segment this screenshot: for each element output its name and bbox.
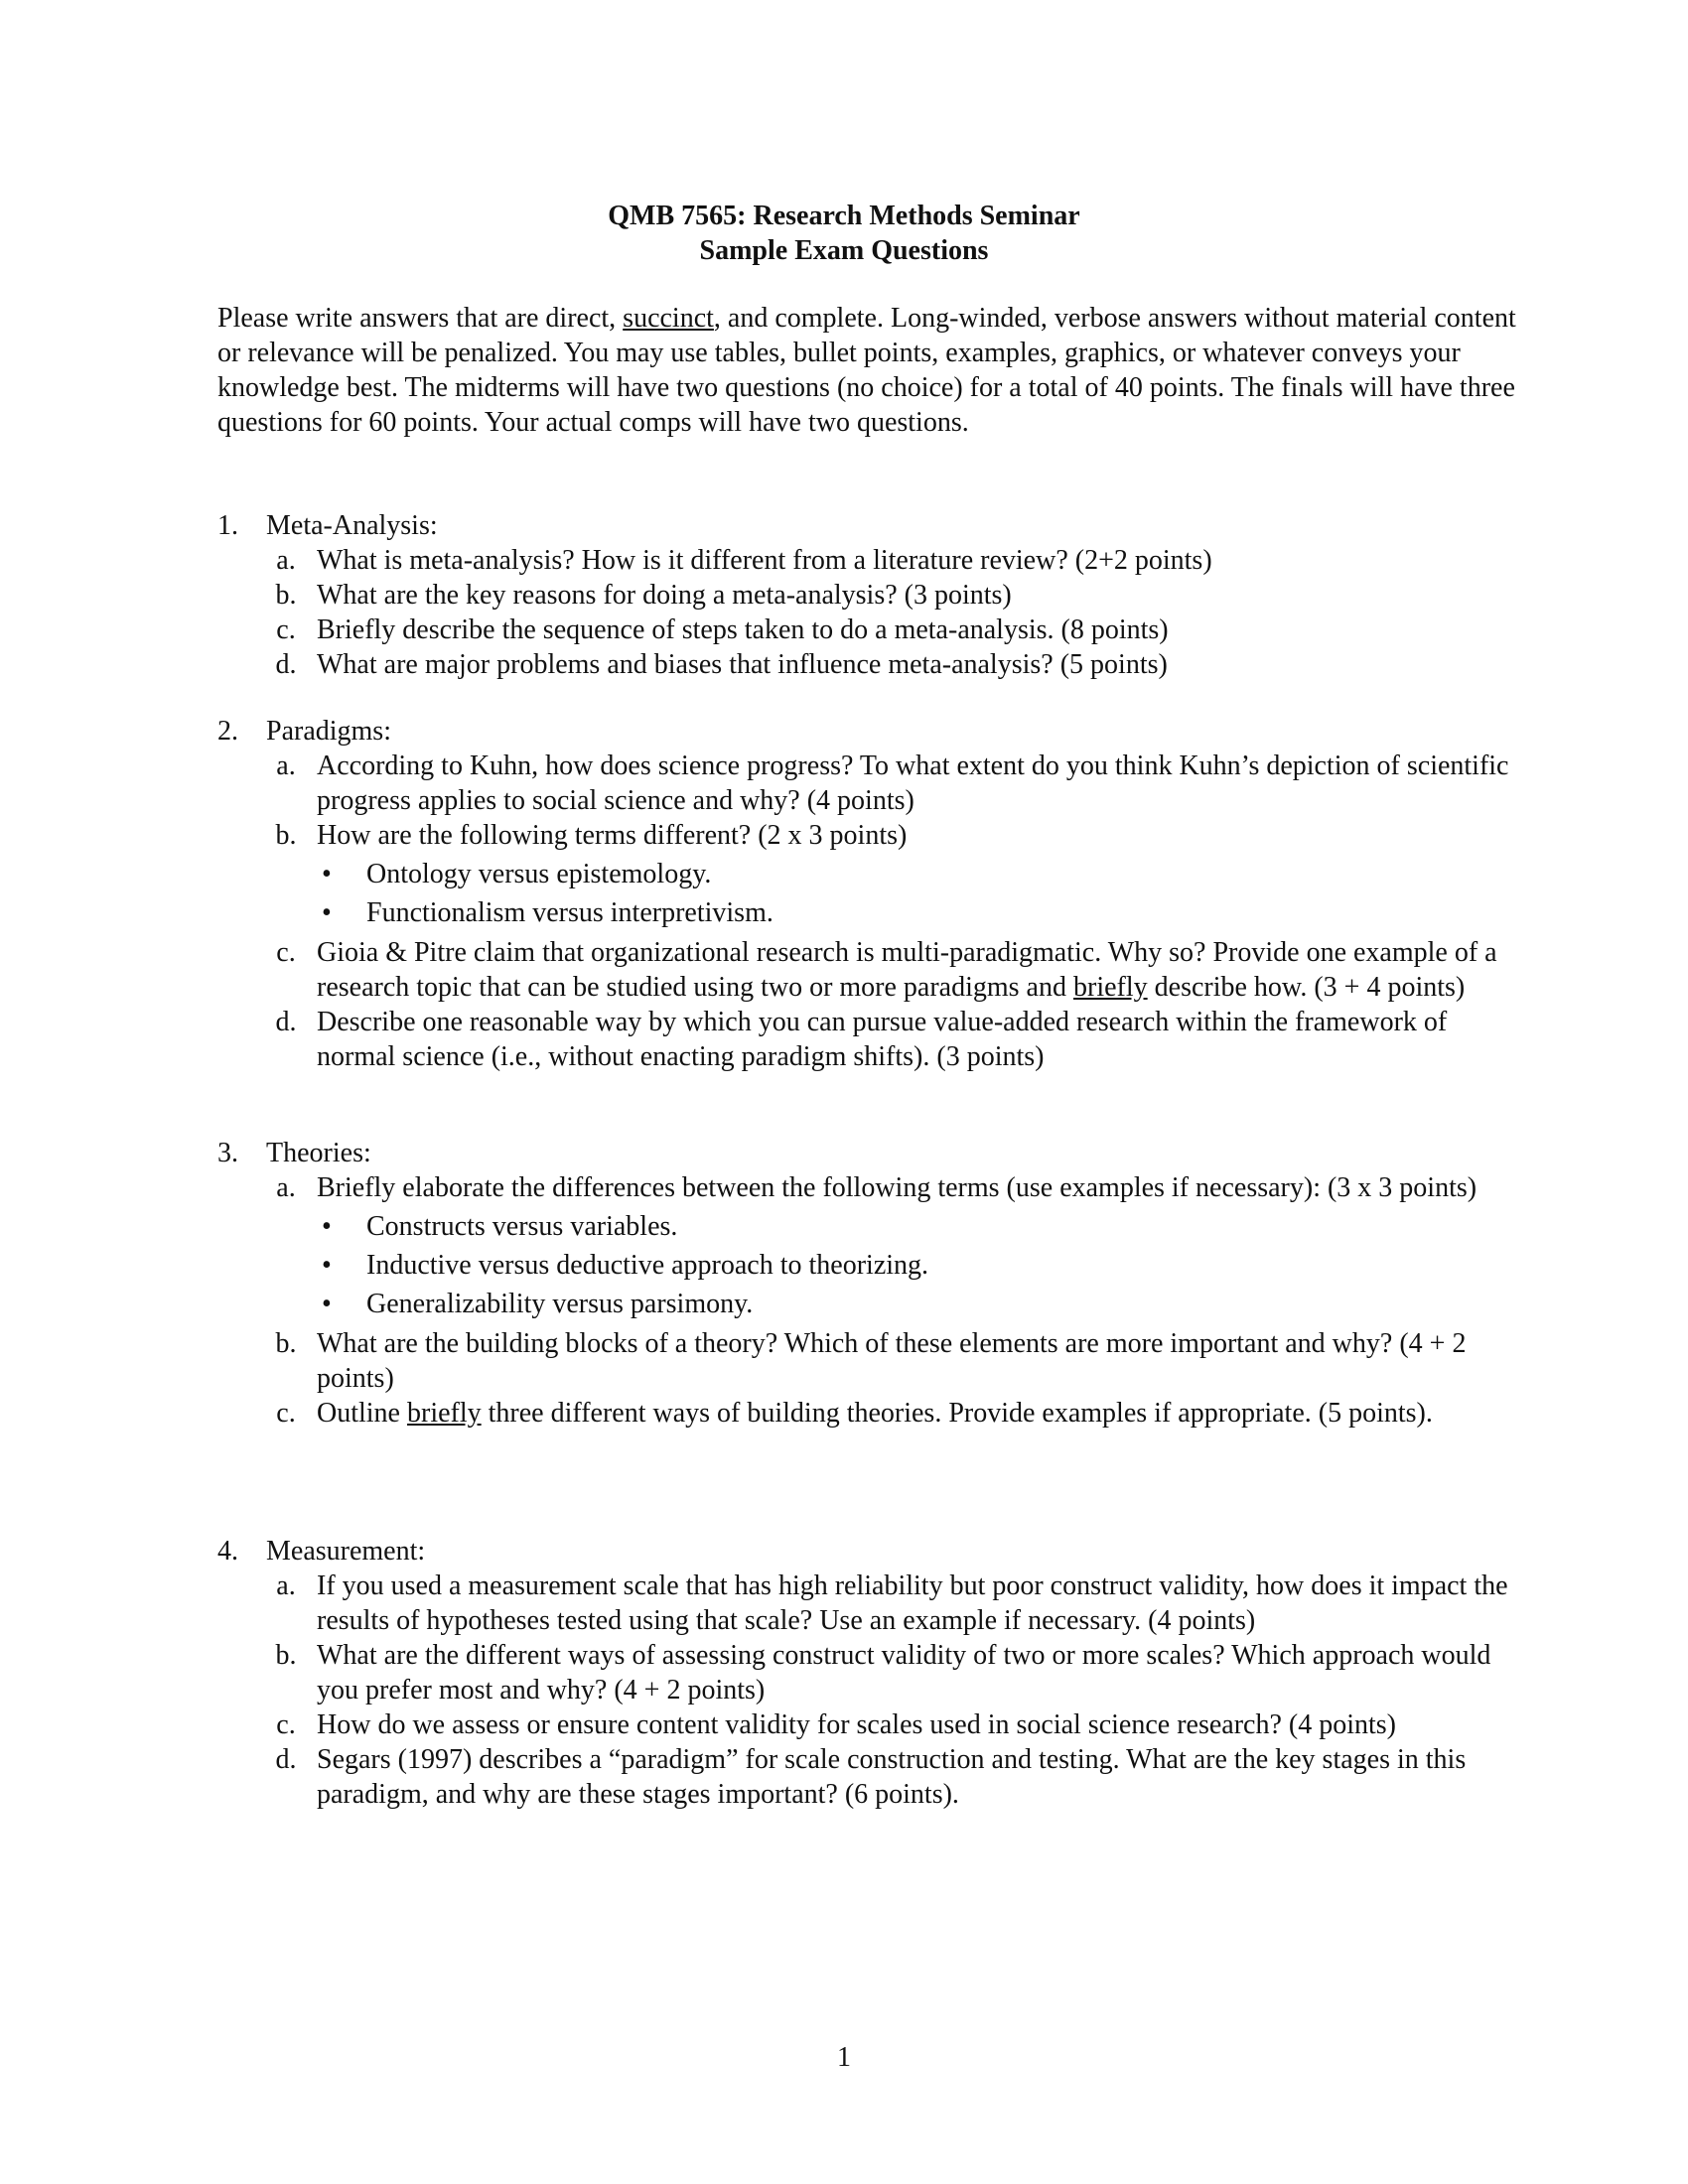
sub-letter: d. — [275, 1744, 297, 1775]
bullet-text: Generalizability versus parsimony. — [366, 1289, 754, 1319]
sub-letter: c. — [276, 937, 296, 968]
bullet-text: Constructs versus variables. — [366, 1211, 678, 1242]
sub-text: How are the following terms different? (2 x 3 points) — [317, 820, 908, 851]
question-4 — [217, 1534, 1528, 1812]
sub-question — [266, 1638, 1528, 1707]
sub-letter: a. — [276, 545, 296, 576]
bullet-item — [317, 893, 1528, 932]
sub-text: Outline — [317, 1398, 407, 1429]
sub-text: describe how. (3 + 4 points) — [1147, 972, 1466, 1003]
sub-question — [266, 1396, 1528, 1431]
page-subtitle: Sample Exam Questions — [699, 235, 989, 266]
intro-text-1: Please write answers that are direct, — [217, 303, 624, 334]
sub-question — [266, 543, 1528, 578]
page-number: 1 — [837, 2042, 851, 2073]
bullet-item — [317, 1207, 1528, 1246]
sub-letter: c. — [276, 1709, 296, 1740]
bullet-icon: • — [322, 1250, 332, 1281]
bullet-list — [317, 855, 1528, 932]
sub-text: What are the different ways of assessing construct validity of two or more scales? Which approach would you prefer most and why? (4 + 2 points) — [317, 1640, 1491, 1706]
question-number: 4. — [217, 1536, 238, 1567]
bullet-text: Ontology versus epistemology. — [366, 859, 712, 889]
question-number: 3. — [217, 1138, 238, 1168]
sub-letter: c. — [276, 1398, 296, 1429]
sub-text: If you used a measurement scale that has high reliability but poor construct validity, how does it impact the results of hypotheses tested using that scale? Use an example if necessary. (4 points) — [317, 1570, 1508, 1636]
sub-question — [266, 578, 1528, 613]
intro-paragraph — [217, 301, 1528, 440]
sub-question — [266, 647, 1528, 682]
sub-question — [266, 1326, 1528, 1396]
intro-text-2: , and complete. Long-winded, verbose answers without material content or relevance will be penalized. You may use tables, bullet points, examples, graphics, or whatever conveys your knowledge best. The midterms will have two questions (no choice) for a total of 40 points. The finals will have three questions for 60 points. Your actual comps will have two questions. — [217, 303, 1516, 438]
question-number: 2. — [217, 716, 238, 747]
sub-question — [266, 613, 1528, 647]
bullet-list — [317, 1207, 1528, 1323]
sub-text: three different ways of building theories. Provide examples if appropriate. (5 points). — [481, 1398, 1433, 1429]
sub-letter: d. — [275, 1007, 297, 1037]
sub-question — [266, 1170, 1528, 1323]
sub-letter: b. — [275, 1328, 297, 1359]
question-title: Meta-Analysis: — [266, 510, 438, 541]
page-title: QMB 7565: Research Methods Seminar — [608, 201, 1080, 231]
sub-text: Briefly describe the sequence of steps taken to do a meta-analysis. (8 points) — [317, 614, 1169, 645]
bullet-icon: • — [322, 859, 332, 889]
bullet-item — [317, 1285, 1528, 1323]
sub-text-underlined: briefly — [1073, 972, 1148, 1003]
sub-letter: d. — [275, 649, 297, 680]
sub-text: Gioia & Pitre claim that organizational research is multi-paradigmatic. Why so? Provide one example of a research topic that can be studied using two or more paradigms and — [317, 937, 1497, 1003]
header — [0, 199, 1688, 268]
sub-text: What are the building blocks of a theory? Which of these elements are more important and why? (4 + 2 points) — [317, 1328, 1467, 1394]
question-title: Paradigms: — [266, 716, 391, 747]
question-1 — [217, 508, 1528, 682]
sub-question — [266, 1707, 1528, 1742]
question-number: 1. — [217, 510, 238, 541]
question-2 — [217, 714, 1528, 1074]
sub-question — [266, 1742, 1528, 1812]
sub-text: Segars (1997) describes a “paradigm” for scale construction and testing. What are the key stages in this paradigm, and why are these stages important? (6 points). — [317, 1744, 1467, 1810]
bullet-icon: • — [322, 1211, 332, 1242]
sub-text: Briefly elaborate the differences between the following terms (use examples if necessary): (3 x 3 points) — [317, 1172, 1477, 1203]
bullet-icon: • — [322, 1289, 332, 1319]
question-title: Measurement: — [266, 1536, 426, 1567]
intro-underlined: succinct — [623, 303, 714, 334]
sub-text: What are the key reasons for doing a meta-analysis? (3 points) — [317, 580, 1012, 611]
sub-letter: a. — [276, 1570, 296, 1601]
sub-text: According to Kuhn, how does science progress? To what extent do you think Kuhn’s depiction of scientific progress applies to social science and why? (4 points) — [317, 751, 1509, 816]
sub-question — [266, 1005, 1528, 1074]
sub-letter: b. — [275, 580, 297, 611]
question-title: Theories: — [266, 1138, 371, 1168]
sub-text: What are major problems and biases that influence meta-analysis? (5 points) — [317, 649, 1168, 680]
sub-letter: a. — [276, 751, 296, 781]
bullet-item — [317, 855, 1528, 893]
sub-question — [266, 1569, 1528, 1638]
sub-letter: b. — [275, 1640, 297, 1671]
bullet-text: Functionalism versus interpretivism. — [366, 897, 774, 928]
sub-text-underlined: briefly — [407, 1398, 482, 1429]
sub-question — [266, 749, 1528, 818]
question-3 — [217, 1136, 1528, 1431]
sub-text: What is meta-analysis? How is it different from a literature review? (2+2 points) — [317, 545, 1212, 576]
bullet-item — [317, 1246, 1528, 1285]
sub-question — [266, 818, 1528, 932]
sub-letter: c. — [276, 614, 296, 645]
bullet-text: Inductive versus deductive approach to theorizing. — [366, 1250, 929, 1281]
bullet-icon: • — [322, 897, 332, 928]
sub-text: How do we assess or ensure content validity for scales used in social science research? (4 points) — [317, 1709, 1396, 1740]
sub-letter: a. — [276, 1172, 296, 1203]
sub-letter: b. — [275, 820, 297, 851]
sub-text: Describe one reasonable way by which you can pursue value-added research within the framework of normal science (i.e., without enacting paradigm shifts). (3 points) — [317, 1007, 1448, 1072]
sub-question — [266, 935, 1528, 1005]
